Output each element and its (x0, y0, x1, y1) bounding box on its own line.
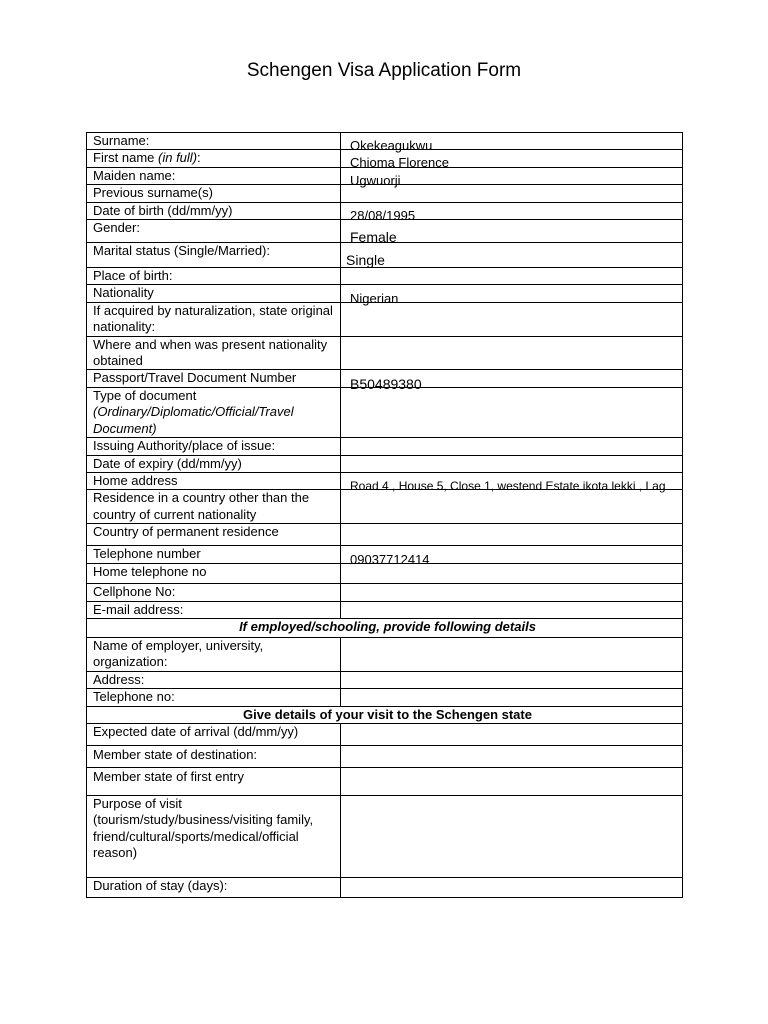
field-employer-address[interactable] (341, 671, 683, 688)
field-home-telephone[interactable] (341, 563, 683, 583)
label-date-of-expiry: Date of expiry (dd/mm/yy) (87, 455, 341, 472)
value-passport-number: B50489380 (350, 376, 422, 393)
row-first-entry-state (87, 767, 683, 795)
field-duration[interactable] (341, 877, 683, 897)
label-surname: Surname: (87, 133, 341, 150)
label-first-name (87, 150, 341, 167)
row-other-residence (87, 490, 683, 524)
row-nationality-obtained (87, 336, 683, 370)
field-maiden-name[interactable] (341, 167, 683, 188)
field-document-type[interactable] (341, 387, 683, 437)
section-employment-heading: If employed/schooling, provide following details (87, 618, 683, 637)
label-home-telephone: Home telephone no (87, 563, 341, 583)
row-email (87, 601, 683, 618)
label-arrival-date: Expected date of arrival (dd/mm/yy) (87, 723, 341, 745)
field-marital-status[interactable] (341, 243, 683, 268)
label-employer-name: Name of employer, university, organization: (87, 637, 341, 671)
label-permanent-residence: Country of permanent residence (87, 524, 341, 546)
field-issuing-authority[interactable] (341, 438, 683, 455)
field-other-residence[interactable] (341, 490, 683, 524)
field-telephone-number[interactable] (341, 546, 683, 568)
label-document-type (87, 387, 341, 437)
label-purpose: Purpose of visit (tourism/study/business/visiting family, friend/cultural/sports/medical/official reason) (87, 795, 341, 877)
field-surname[interactable] (341, 133, 683, 153)
label-place-of-birth: Place of birth: (87, 268, 341, 285)
field-permanent-residence[interactable] (341, 524, 683, 546)
row-purpose (87, 795, 683, 877)
row-employer-name (87, 637, 683, 671)
field-gender[interactable] (341, 220, 683, 246)
row-naturalization (87, 302, 683, 336)
field-date-of-birth[interactable] (341, 202, 683, 223)
field-nationality[interactable] (341, 285, 683, 307)
field-arrival-date[interactable] (341, 723, 683, 745)
section-visit-row (87, 706, 683, 723)
field-nationality-obtained[interactable] (341, 336, 683, 370)
value-home-address: Road 4 , House 5, Close 1, westend Estate ikota lekki , Lag (350, 478, 666, 493)
label-first-name-suffix: : (197, 150, 201, 166)
row-permanent-residence (87, 524, 683, 546)
section-visit-heading: Give details of your visit to the Schengen state (87, 706, 683, 723)
label-document-type-options: (Ordinary/Diplomatic/Official/Travel Document) (93, 404, 294, 436)
field-passport-number[interactable] (341, 370, 683, 393)
row-surname (87, 133, 683, 150)
row-maiden-name (87, 167, 683, 184)
field-date-of-expiry[interactable] (341, 455, 683, 472)
visa-form-table (86, 132, 683, 898)
field-employer-telephone[interactable] (341, 689, 683, 706)
row-date-of-expiry (87, 455, 683, 472)
field-place-of-birth[interactable] (341, 268, 683, 285)
label-date-of-birth: Date of birth (dd/mm/yy) (87, 202, 341, 219)
label-first-name-italic: (in full) (158, 150, 198, 166)
section-employment-row (87, 618, 683, 637)
row-passport-number (87, 370, 683, 387)
value-gender: Female (350, 229, 397, 246)
label-maiden-name: Maiden name: (87, 167, 341, 184)
row-nationality (87, 285, 683, 302)
field-cellphone[interactable] (341, 583, 683, 601)
value-nationality: Nigerian (350, 291, 399, 307)
row-date-of-birth (87, 202, 683, 219)
row-telephone-number (87, 546, 683, 563)
row-issuing-authority (87, 438, 683, 455)
label-other-residence: Residence in a country other than the country of current nationality (87, 490, 341, 524)
label-telephone-number: Telephone number (87, 546, 341, 563)
value-telephone-number: 09037712414 (350, 552, 430, 568)
value-first-name: Chioma Florence (350, 155, 449, 171)
label-issuing-authority: Issuing Authority/place of issue: (87, 438, 341, 455)
label-employer-address: Address: (87, 671, 341, 688)
label-nationality: Nationality (87, 285, 341, 302)
row-employer-address (87, 671, 683, 688)
label-cellphone: Cellphone No: (87, 583, 341, 601)
label-first-entry-state: Member state of first entry (87, 767, 341, 795)
label-previous-surname: Previous surname(s) (87, 185, 341, 202)
field-previous-surname[interactable] (341, 185, 683, 202)
value-date-of-birth: 28/08/1995 (350, 207, 416, 223)
row-duration (87, 877, 683, 897)
value-maiden-name: Ugwuorji (350, 172, 401, 188)
field-purpose[interactable] (341, 795, 683, 877)
field-email[interactable] (341, 601, 683, 618)
label-passport-number: Passport/Travel Document Number (87, 370, 341, 387)
row-cellphone (87, 583, 683, 601)
field-naturalization[interactable] (341, 302, 683, 336)
label-duration: Duration of stay (days): (87, 877, 341, 897)
label-destination-state: Member state of destination: (87, 745, 341, 767)
row-first-name (87, 150, 683, 167)
field-first-entry-state[interactable] (341, 767, 683, 795)
label-marital-status: Marital status (Single/Married): (87, 243, 341, 268)
row-place-of-birth (87, 268, 683, 285)
row-previous-surname (87, 185, 683, 202)
label-nationality-obtained: Where and when was present nationality obtained (87, 336, 341, 370)
row-arrival-date (87, 723, 683, 745)
field-destination-state[interactable] (341, 745, 683, 767)
page-title: Schengen Visa Application Form (246, 60, 522, 81)
row-marital-status (87, 243, 683, 268)
label-gender: Gender: (87, 220, 341, 243)
row-home-telephone (87, 563, 683, 583)
label-email: E-mail address: (87, 601, 341, 618)
row-document-type (87, 387, 683, 437)
row-home-address (87, 472, 683, 489)
field-first-name[interactable] (341, 150, 683, 171)
row-gender (87, 220, 683, 243)
label-employer-telephone: Telephone no: (87, 689, 341, 706)
field-employer-name[interactable] (341, 637, 683, 671)
field-home-address[interactable] (341, 472, 683, 493)
label-first-name-text: First name (93, 150, 159, 166)
value-marital-status: Single (346, 252, 385, 269)
label-document-type-text: Type of document (93, 387, 197, 403)
value-surname: Okekeagukwu (350, 138, 433, 153)
row-destination-state (87, 745, 683, 767)
label-naturalization: If acquired by naturalization, state original nationality: (87, 302, 341, 336)
row-employer-telephone (87, 689, 683, 706)
label-home-address: Home address (87, 472, 341, 489)
